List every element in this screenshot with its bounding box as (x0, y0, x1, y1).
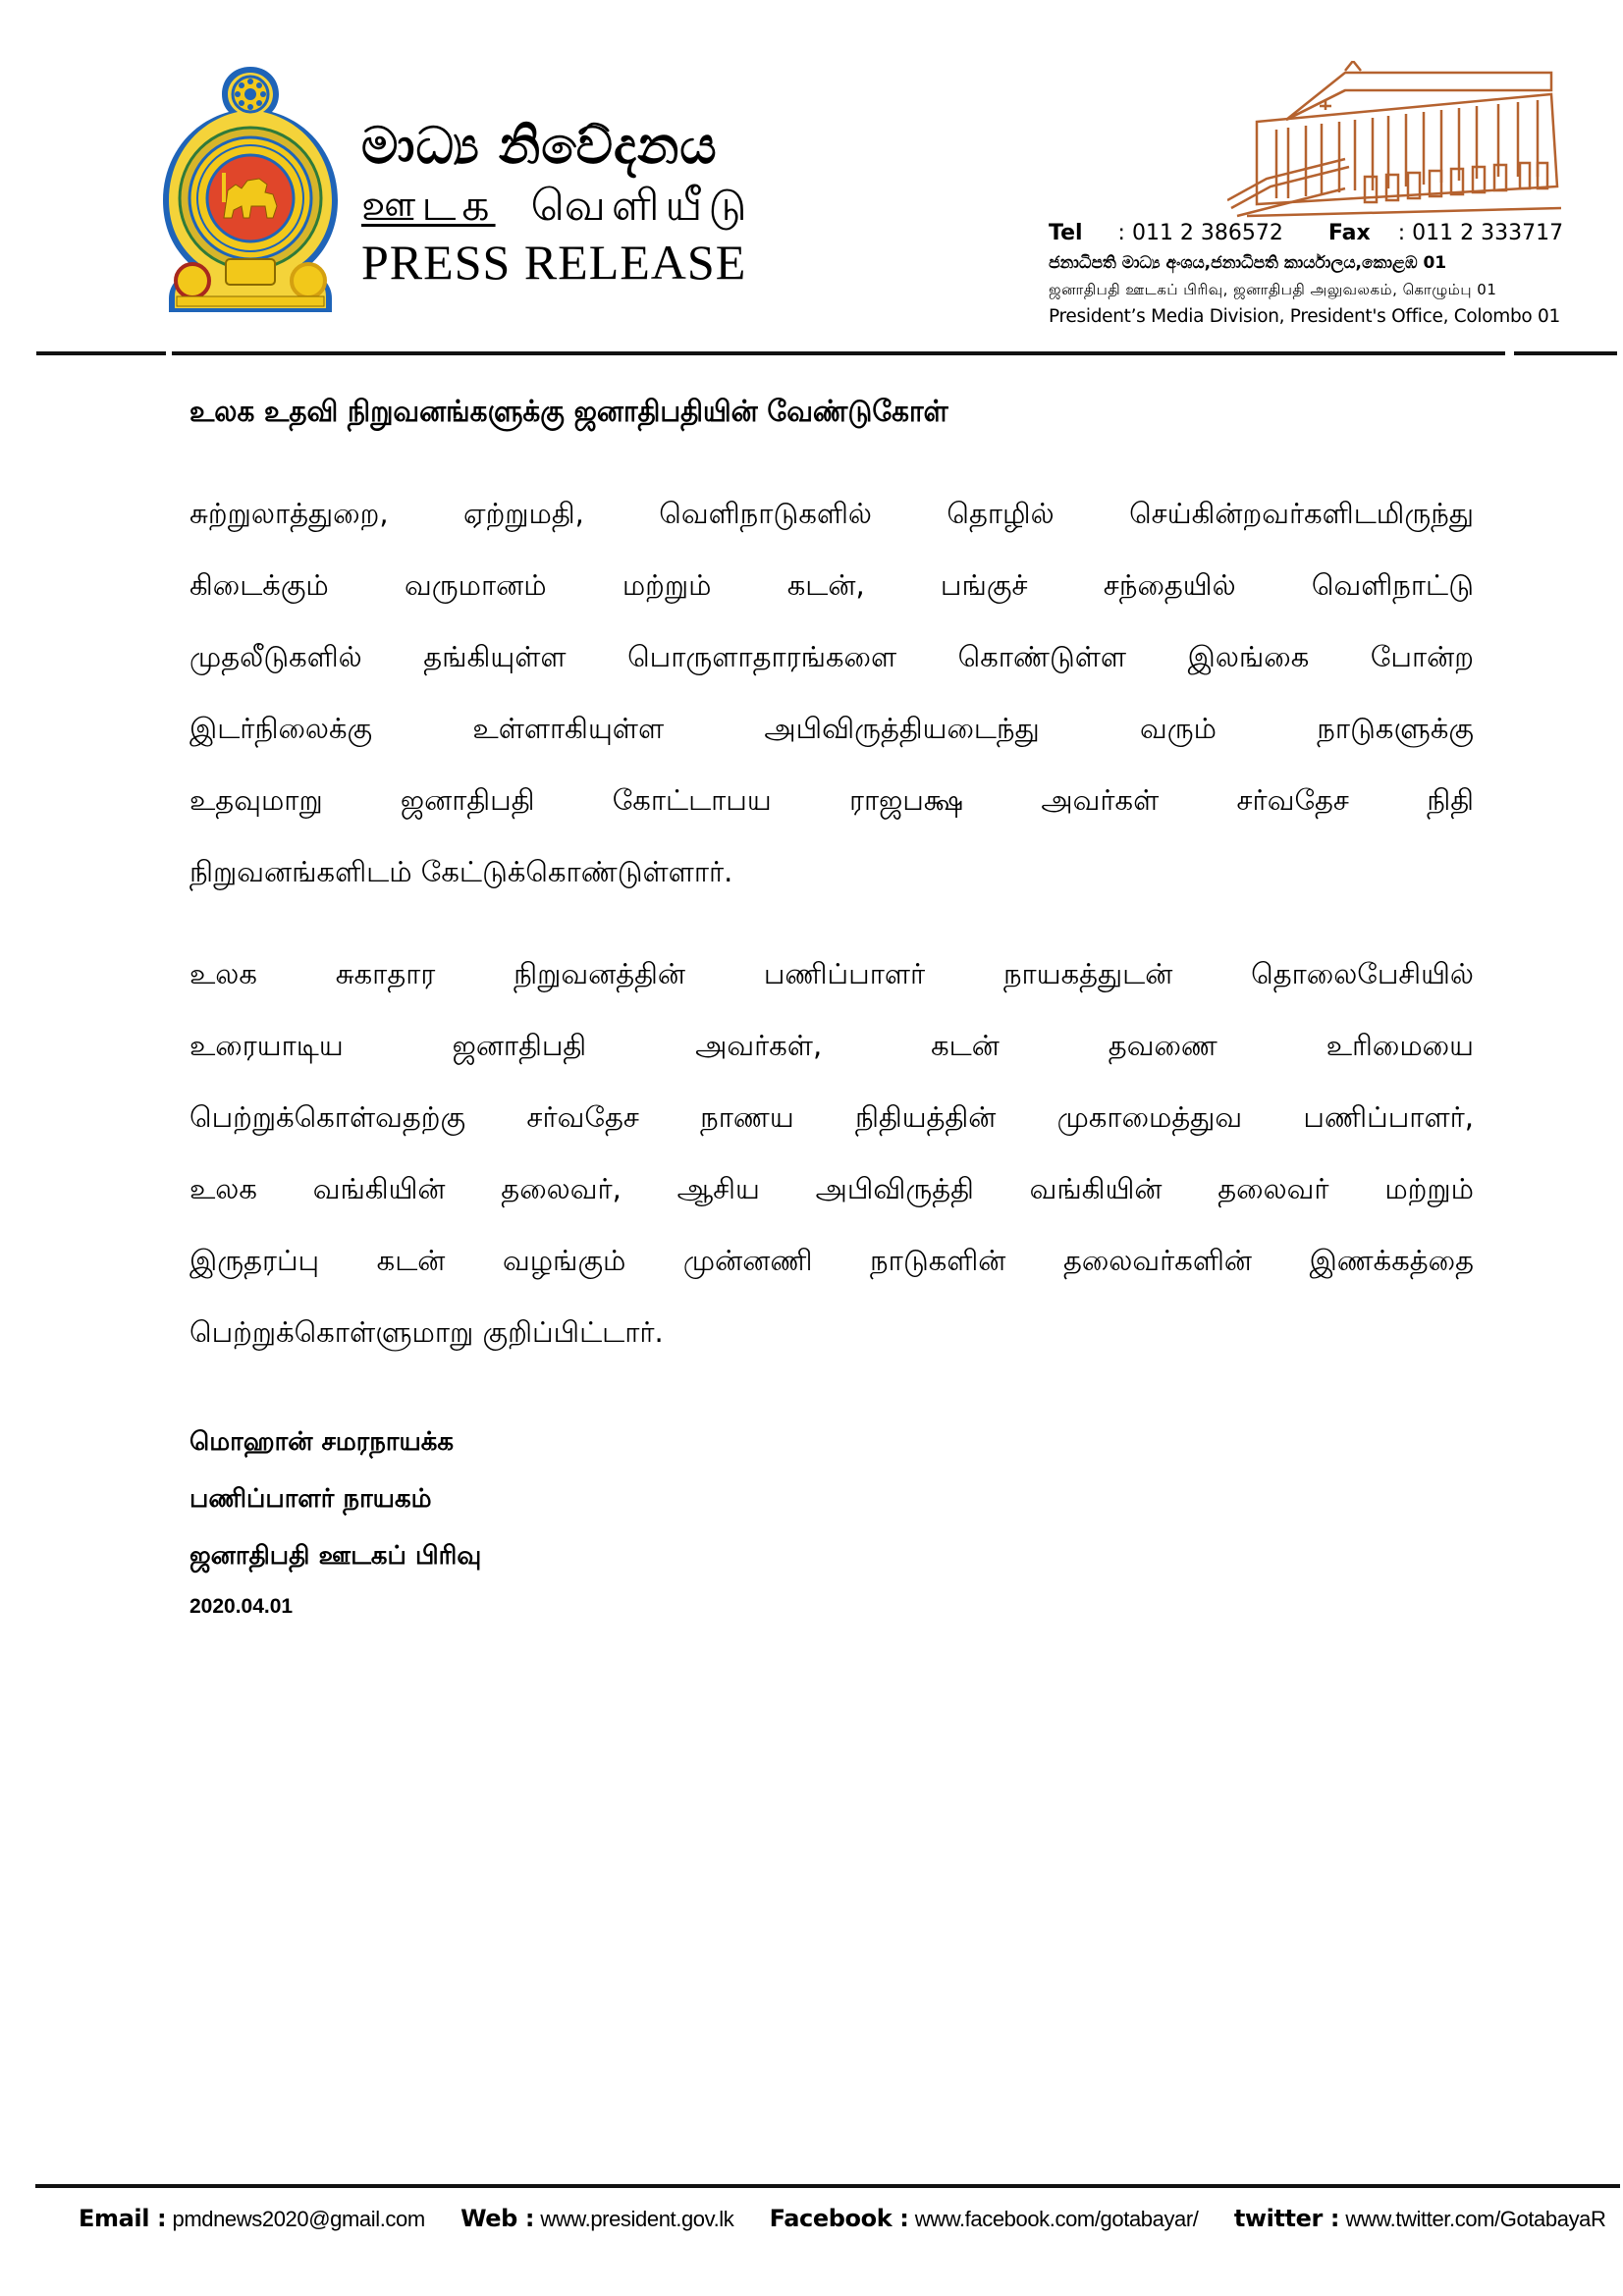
tel-value: : 011 2 386572 (1117, 221, 1283, 245)
signature-block (189, 1414, 481, 1629)
footer-divider (35, 2184, 1620, 2188)
fax-value: : 011 2 333717 (1397, 221, 1564, 245)
footer-contact (79, 2203, 1606, 2235)
facebook-link[interactable]: www.facebook.com/gotabayar/ (914, 2207, 1199, 2231)
twitter-link[interactable]: www.twitter.com/GotabayaR (1345, 2207, 1606, 2231)
presidential-secretariat-building-icon (1227, 61, 1561, 218)
signatory-position: பணிப்பாளர் நாயகம் (189, 1484, 432, 1514)
web-label: Web : (460, 2205, 535, 2232)
footer-web (460, 2203, 733, 2235)
footer-email (79, 2203, 425, 2235)
paragraph-2 (189, 938, 1474, 1368)
masthead-english: PRESS RELEASE (361, 235, 747, 290)
contact-block (1049, 218, 1618, 332)
paragraph-line: சுற்றுலாத்துறை, ஏற்றுமதி, வெளிநாடுகளில் தொழில் செய்கின்றவர்களிடமிருந்து (189, 497, 1474, 530)
address-english: President’s Media Division, President's Office, Colombo 01 (1049, 306, 1560, 327)
paragraph-line: உதவுமாறு ஜனாதிபதி கோட்டாபய ராஜபக்ஷ அவர்கள் சர்வதேச நிதி (189, 783, 1474, 817)
footer-twitter (1234, 2203, 1606, 2235)
email-link[interactable]: pmdnews2020@gmail.com (172, 2207, 425, 2231)
paragraph-1 (189, 478, 1474, 908)
paragraph-line: இடர்நிலைக்கு உள்ளாகியுள்ள அபிவிருத்தியடைந்து வரும் நாடுகளுக்கு (189, 712, 1474, 745)
masthead-tamil-word1: ஊடக (361, 181, 496, 231)
header-divider-main (172, 351, 1505, 355)
masthead-tamil-word2: வெளியீடு (530, 181, 753, 231)
paragraph-line: இருதரப்பு கடன் வழங்கும் முன்னணி நாடுகளின் தலைவர்களின் இணக்கத்தை (189, 1244, 1474, 1277)
header-divider-right (1514, 351, 1617, 355)
national-emblem-icon (157, 63, 344, 316)
address-tamil: ஜனாதிபதி ஊடகப் பிரிவு, ஜனாதிபதி அலுவலகம், கொழும்பு 01 (1049, 281, 1497, 298)
paragraph-line: பெற்றுக்கொள்வதற்கு சர்வதேச நாணய நிதியத்தின் முகாமைத்துவ பணிப்பாளர், (189, 1100, 1474, 1134)
signatory-name: மொஹான் சமரநாயக்க (189, 1427, 455, 1457)
paragraph-line: உரையாடிய ஜனாதிபதி அவர்கள், கடன் தவணை உரிமையை (189, 1029, 1474, 1062)
masthead (361, 116, 774, 291)
header-divider-left (36, 351, 166, 355)
paragraph-line: கிடைக்கும் வருமானம் மற்றும் கடன், பங்குச் சந்தையில் வெளிநாட்டு (189, 568, 1474, 602)
tel-fax-line (1049, 218, 1618, 249)
paragraph-line: முதலீடுகளில் தங்கியுள்ள பொருளாதாரங்களை கொண்டுள்ள இலங்கை போன்ற (189, 640, 1474, 673)
footer-facebook (770, 2203, 1199, 2235)
address-sinhala: ජනාධිපති මාධ්‍ය අංශය,ජනාධිපති කාර්යාලය,කොළඹ 01 (1049, 253, 1447, 273)
paragraph-line: பெற்றுக்கொள்ளுமாறு குறிப்பிட்டார். (189, 1315, 664, 1349)
fax-label: Fax (1327, 221, 1371, 245)
masthead-tamil (361, 179, 774, 234)
paragraph-line: உலக சுகாதார நிறுவனத்தின் பணிப்பாளர் நாயகத்துடன் தொலைபேசியில் (189, 957, 1474, 990)
facebook-label: Facebook : (769, 2205, 909, 2232)
masthead-sinhala: මාධ්‍ය නිවේදනය (361, 117, 718, 176)
paragraph-line: உலக வங்கியின் தலைவர், ஆசிய அபிவிருத்தி வங்கியின் தலைவர் மற்றும் (189, 1172, 1474, 1205)
email-label: Email : (79, 2205, 167, 2232)
paragraph-line: நிறுவனங்களிடம் கேட்டுக்கொண்டுள்ளார். (189, 855, 733, 888)
web-link[interactable]: www.president.gov.lk (540, 2207, 734, 2231)
signatory-division: ஜனாதிபதி ஊடகப் பிரிவு (189, 1541, 482, 1571)
release-date: 2020.04.01 (189, 1595, 294, 1618)
release-title: உலக உதவி நிறுவனங்களுக்கு ஜனாதிபதியின் வேண்டுகோள் (189, 395, 948, 429)
twitter-label: twitter : (1233, 2205, 1340, 2232)
tel-label: Tel (1049, 221, 1083, 245)
